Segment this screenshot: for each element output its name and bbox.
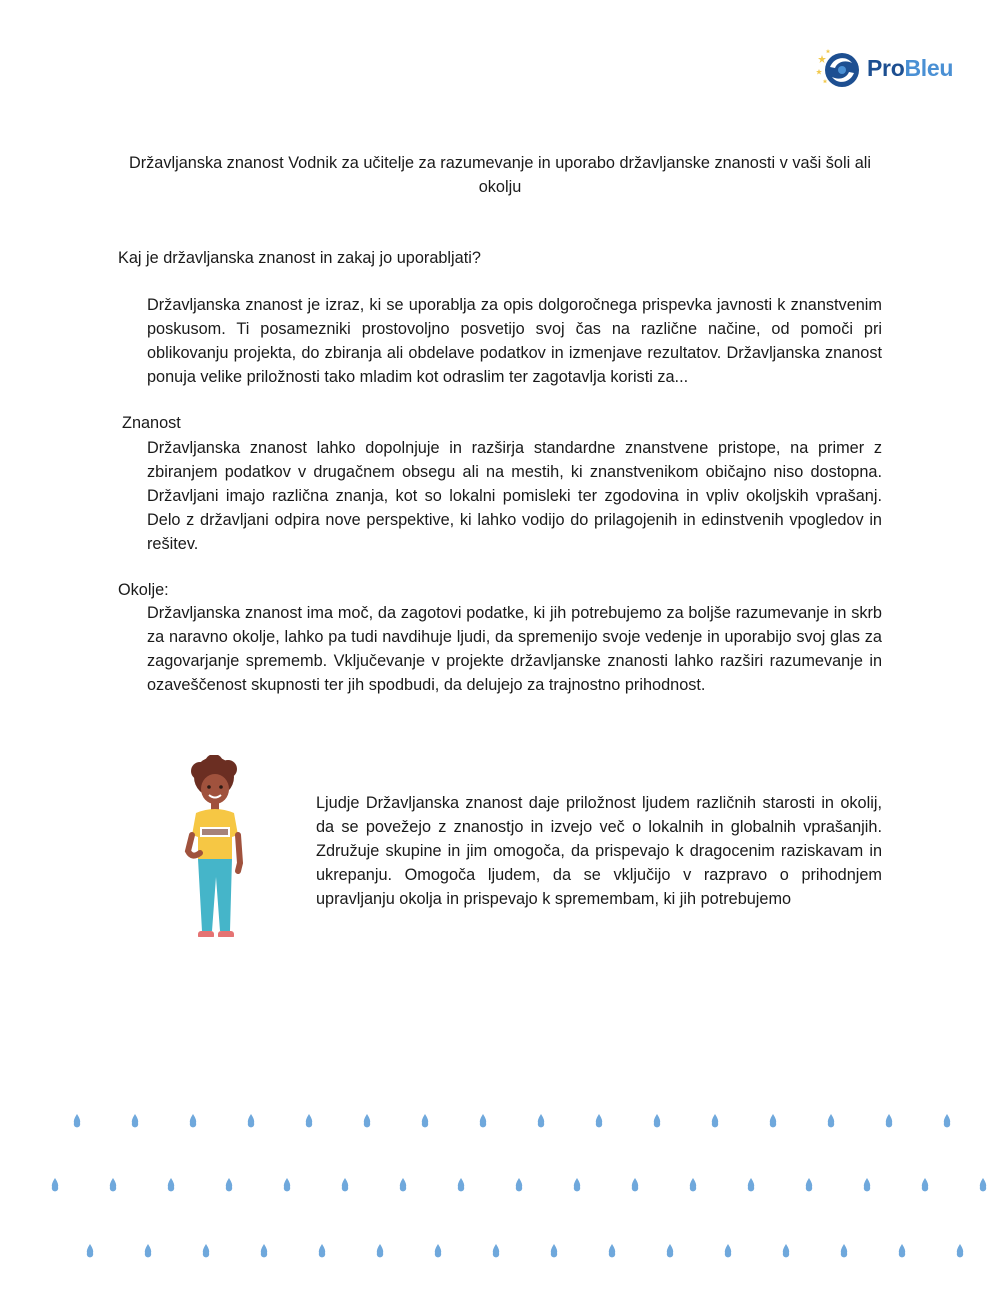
water-drop-icon xyxy=(712,1114,718,1127)
water-drop-icon xyxy=(480,1114,486,1127)
water-drop-icon xyxy=(226,1178,232,1191)
water-drop-icon xyxy=(493,1244,499,1257)
water-drop-icon xyxy=(342,1178,348,1191)
water-drop-icon xyxy=(145,1244,151,1257)
water-drop-icon xyxy=(886,1114,892,1127)
water-drop-icon xyxy=(574,1178,580,1191)
water-drop-icon xyxy=(538,1114,544,1127)
water-drop-icon xyxy=(422,1114,428,1127)
water-drop-icon xyxy=(980,1178,986,1191)
water-drop-icon xyxy=(52,1178,58,1191)
logo-bleu-text: Bleu xyxy=(904,55,954,81)
child-illustration xyxy=(178,755,258,945)
water-drop-icon xyxy=(828,1114,834,1127)
water-drop-icon xyxy=(944,1114,950,1127)
water-drop-icon xyxy=(632,1178,638,1191)
water-drop-icon xyxy=(306,1114,312,1127)
water-drop-icon xyxy=(806,1178,812,1191)
water-drop-icon xyxy=(203,1244,209,1257)
water-drop-icon xyxy=(132,1114,138,1127)
water-drop-icon xyxy=(864,1178,870,1191)
water-drop-icon xyxy=(654,1114,660,1127)
logo-pro-text: Pro xyxy=(867,55,905,81)
child-illustration-icon xyxy=(178,755,258,945)
water-drop-icon xyxy=(74,1114,80,1127)
water-drop-icon xyxy=(458,1178,464,1191)
science-paragraph: Državljanska znanost lahko dopolnjuje in razširja standardne znanstvene pristope, na primer z zbiranjem podatkov v drugačnem obsegu ali na mestih, ki znanstvenikom običajno niso dostopna. Državljani imajo različna znanja, kot so lokalni pomisleki ter zgodovina in vpliv okoljskih vprašanj. Delo z državljani odpira nove perspektive, ki lahko vodijo do prilagojenih in edinstvenih vpogledov in rešitev. xyxy=(147,439,882,553)
water-drop-pattern xyxy=(0,1100,1000,1280)
intro-paragraph: Državljanska znanost je izraz, ki se uporablja za opis dolgoročnega prispevka javnosti k znanstvenim poskusom. Ti posamezniki prostovoljno posvetijo svoj čas na različne načine, od pomoči pri oblikovanju projekta, do zbiranja ali obdelave podatkov in izmenjave rezultatov. Državljanska znanost ponuja velike priložnosti tako mladim kot odraslim ter zagotavlja koristi za... xyxy=(147,296,882,386)
environment-heading: Okolje: xyxy=(118,581,169,599)
water-drop-icon xyxy=(957,1244,963,1257)
water-drop-icon xyxy=(110,1178,116,1191)
water-drop-icon xyxy=(748,1178,754,1191)
water-drop-icon xyxy=(899,1244,905,1257)
water-drop-icon xyxy=(667,1244,673,1257)
water-drop-icon xyxy=(609,1244,615,1257)
water-drop-icon xyxy=(690,1178,696,1191)
logo-wordmark xyxy=(867,55,953,82)
water-drop-pattern-icon xyxy=(0,1100,1000,1280)
water-drop-icon xyxy=(190,1114,196,1127)
water-drop-icon xyxy=(783,1244,789,1257)
probleu-logo xyxy=(816,47,966,91)
water-drop-icon xyxy=(725,1244,731,1257)
water-drop-icon xyxy=(770,1114,776,1127)
document-title: Državljanska znanost Vodnik za učitelje za razumevanje in uporabo državljanske znanosti v vaši šoli ali okolju xyxy=(128,154,872,196)
probleu-swirl-icon xyxy=(816,47,864,91)
water-drop-icon xyxy=(596,1114,602,1127)
water-drop-icon xyxy=(400,1178,406,1191)
water-drop-icon xyxy=(922,1178,928,1191)
science-heading: Znanost xyxy=(122,414,181,432)
water-drop-icon xyxy=(364,1114,370,1127)
water-drop-icon xyxy=(377,1244,383,1257)
water-drop-icon xyxy=(168,1178,174,1191)
question-heading: Kaj je državljanska znanost in zakaj jo uporabljati? xyxy=(118,249,481,267)
water-drop-icon xyxy=(87,1244,93,1257)
water-drop-icon xyxy=(248,1114,254,1127)
water-drop-icon xyxy=(319,1244,325,1257)
people-paragraph: Ljudje Državljanska znanost daje priložnost ljudem različnih starosti in okolij, da se povežejo z znanostjo in izvejo več o lokalnih in globalnih vprašanjih. Združuje skupine in jim omogoča, da prispevajo k dragocenim raziskavam in ukrepanju. Omogoča ljudem, da se vključijo v razpravo o prihodnjem upravljanju okolja in prispevajo k spremembam, ki jih potrebujemo xyxy=(316,794,882,908)
environment-paragraph: Državljanska znanost ima moč, da zagotovi podatke, ki jih potrebujemo za boljše razumevanje in skrb za naravno okolje, lahko pa tudi navdihuje ljudi, da spremenijo svoje vedenje in uporabijo svoj glas za zagovarjanje sprememb. Vključevanje v projekte državljanske znanosti lahko razširi razumevanje in ozaveščenost skupnosti ter jih spodbudi, da delujejo za trajnostno prihodnost. xyxy=(147,604,882,694)
water-drop-icon xyxy=(551,1244,557,1257)
water-drop-icon xyxy=(516,1178,522,1191)
water-drop-icon xyxy=(261,1244,267,1257)
water-drop-icon xyxy=(284,1178,290,1191)
water-drop-icon xyxy=(435,1244,441,1257)
water-drop-icon xyxy=(841,1244,847,1257)
